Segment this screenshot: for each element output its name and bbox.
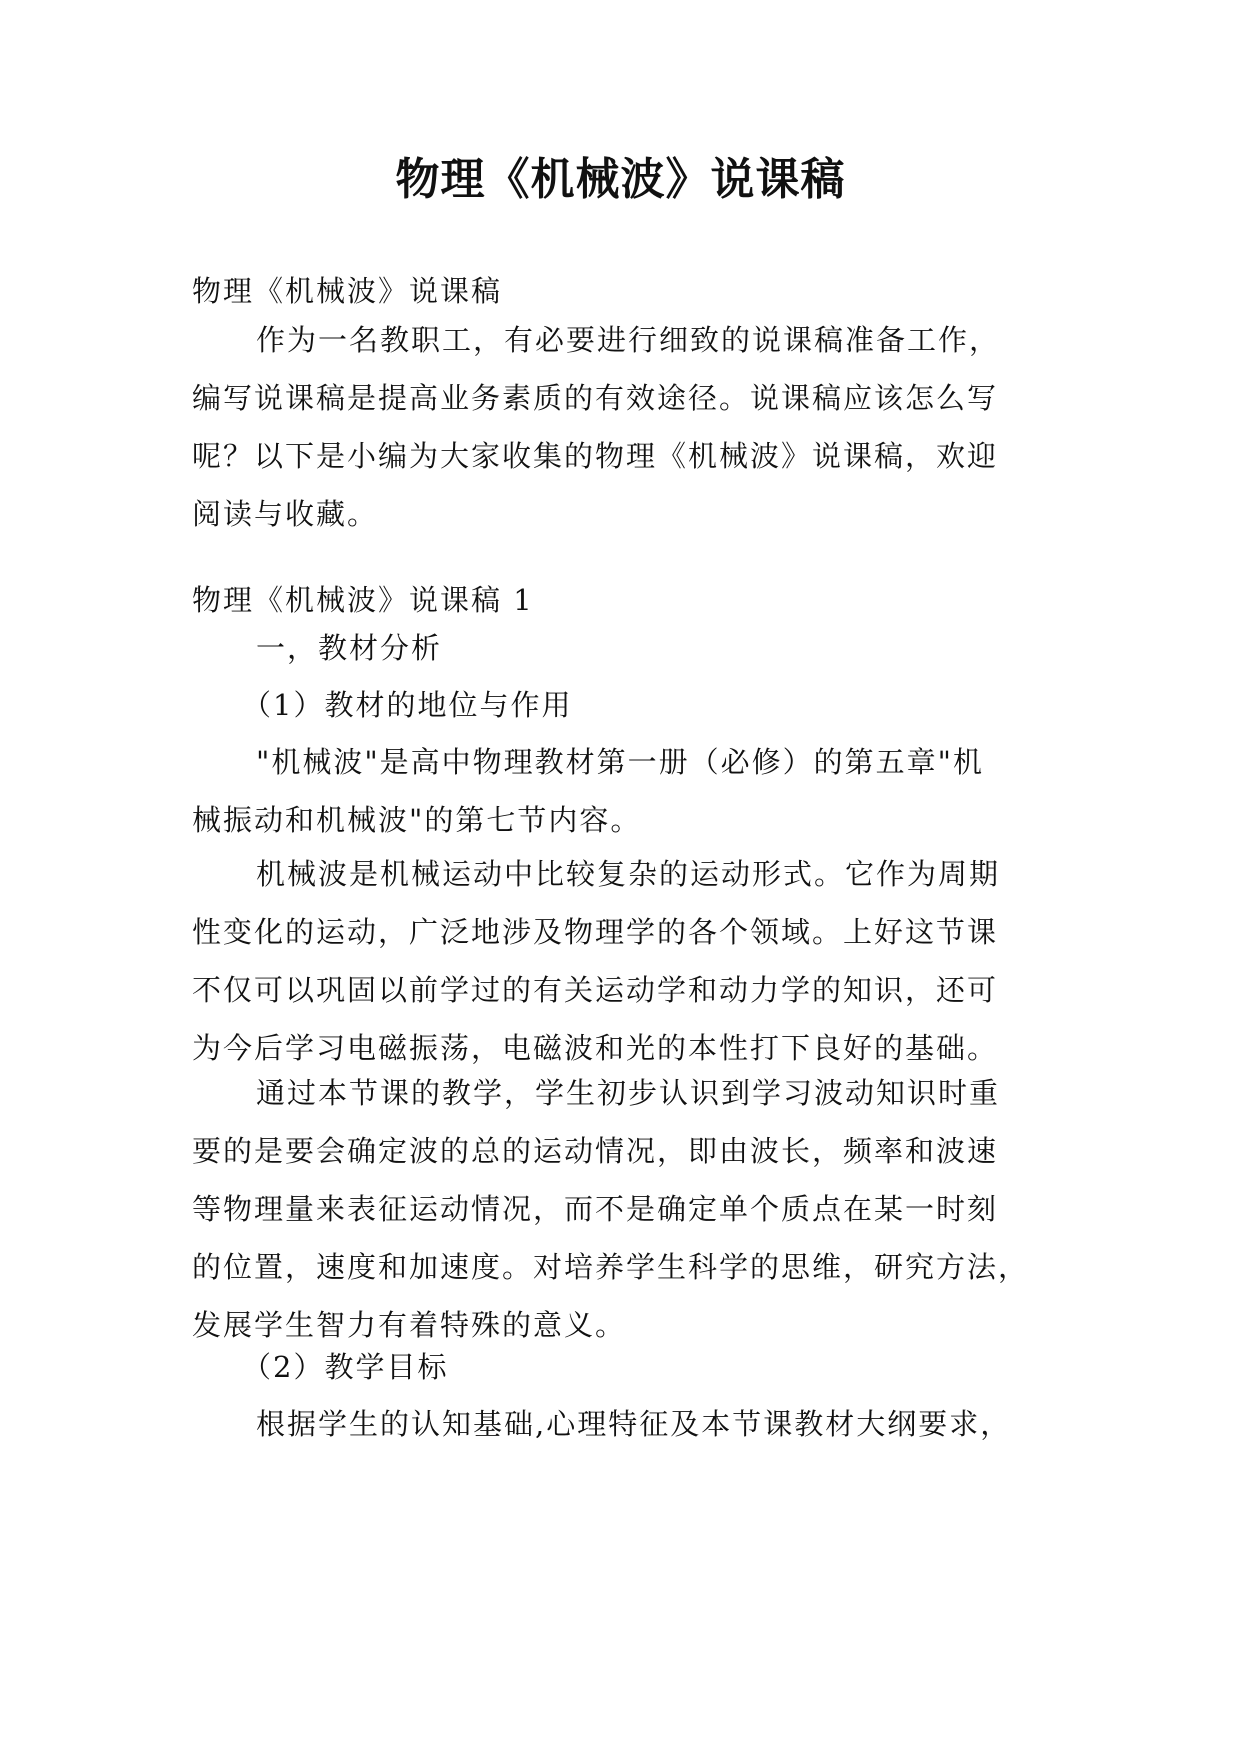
intro-line-2: 编写说课稿是提高业务素质的有效途径。说课稿应该怎么写 [192, 381, 999, 415]
para2 [192, 845, 1062, 1077]
intro-line-3: 呢？以下是小编为大家收集的物理《机械波》说课稿，欢迎 [192, 439, 999, 473]
intro-line-4: 阅读与收藏。 [192, 497, 379, 531]
section1-heading: 物理《机械波》说课稿 1 [192, 583, 534, 617]
para3-line-4: 的位置，速度和加速度。对培养学生科学的思维，研究方法， [192, 1250, 1030, 1284]
part1-heading: 一，教材分析 [256, 631, 443, 665]
para1-line-1: "机械波"是高中物理教材第一册（必修）的第五章"机 [256, 745, 985, 779]
para4-line-1: 根据学生的认知基础,心理特征及本节课教材大纲要求， [256, 1407, 1012, 1441]
para2-line-3: 不仅可以巩固以前学过的有关运动学和动力学的知识，还可 [192, 973, 999, 1007]
para1 [192, 733, 1062, 849]
sub2-heading: （2）教学目标 [242, 1350, 449, 1384]
para3 [192, 1064, 1062, 1354]
para3-line-5: 发展学生智力有着特殊的意义。 [192, 1308, 627, 1342]
intro-line-1: 作为一名教职工，有必要进行细致的说课稿准备工作， [256, 323, 1001, 357]
para3-line-3: 等物理量来表征运动情况，而不是确定单个质点在某一时刻 [192, 1192, 999, 1226]
para1-line-2: 械振动和机械波"的第七节内容。 [192, 803, 642, 837]
para4 [192, 1395, 1062, 1453]
para2-line-2: 性变化的运动，广泛地涉及物理学的各个领域。上好这节课 [192, 915, 999, 949]
intro-paragraph [192, 311, 1062, 543]
intro-heading: 物理《机械波》说课稿 [192, 274, 503, 308]
para3-line-2: 要的是要会确定波的总的运动情况，即由波长，频率和波速 [192, 1134, 999, 1168]
document-title: 物理《机械波》说课稿 [395, 154, 846, 205]
sub1-heading: （1）教材的地位与作用 [242, 688, 573, 722]
para2-line-4: 为今后学习电磁振荡，电磁波和光的本性打下良好的基础。 [192, 1031, 999, 1065]
para2-line-1: 机械波是机械运动中比较复杂的运动形式。它作为周期 [256, 857, 1001, 891]
para3-line-1: 通过本节课的教学，学生初步认识到学习波动知识时重 [256, 1076, 1001, 1110]
